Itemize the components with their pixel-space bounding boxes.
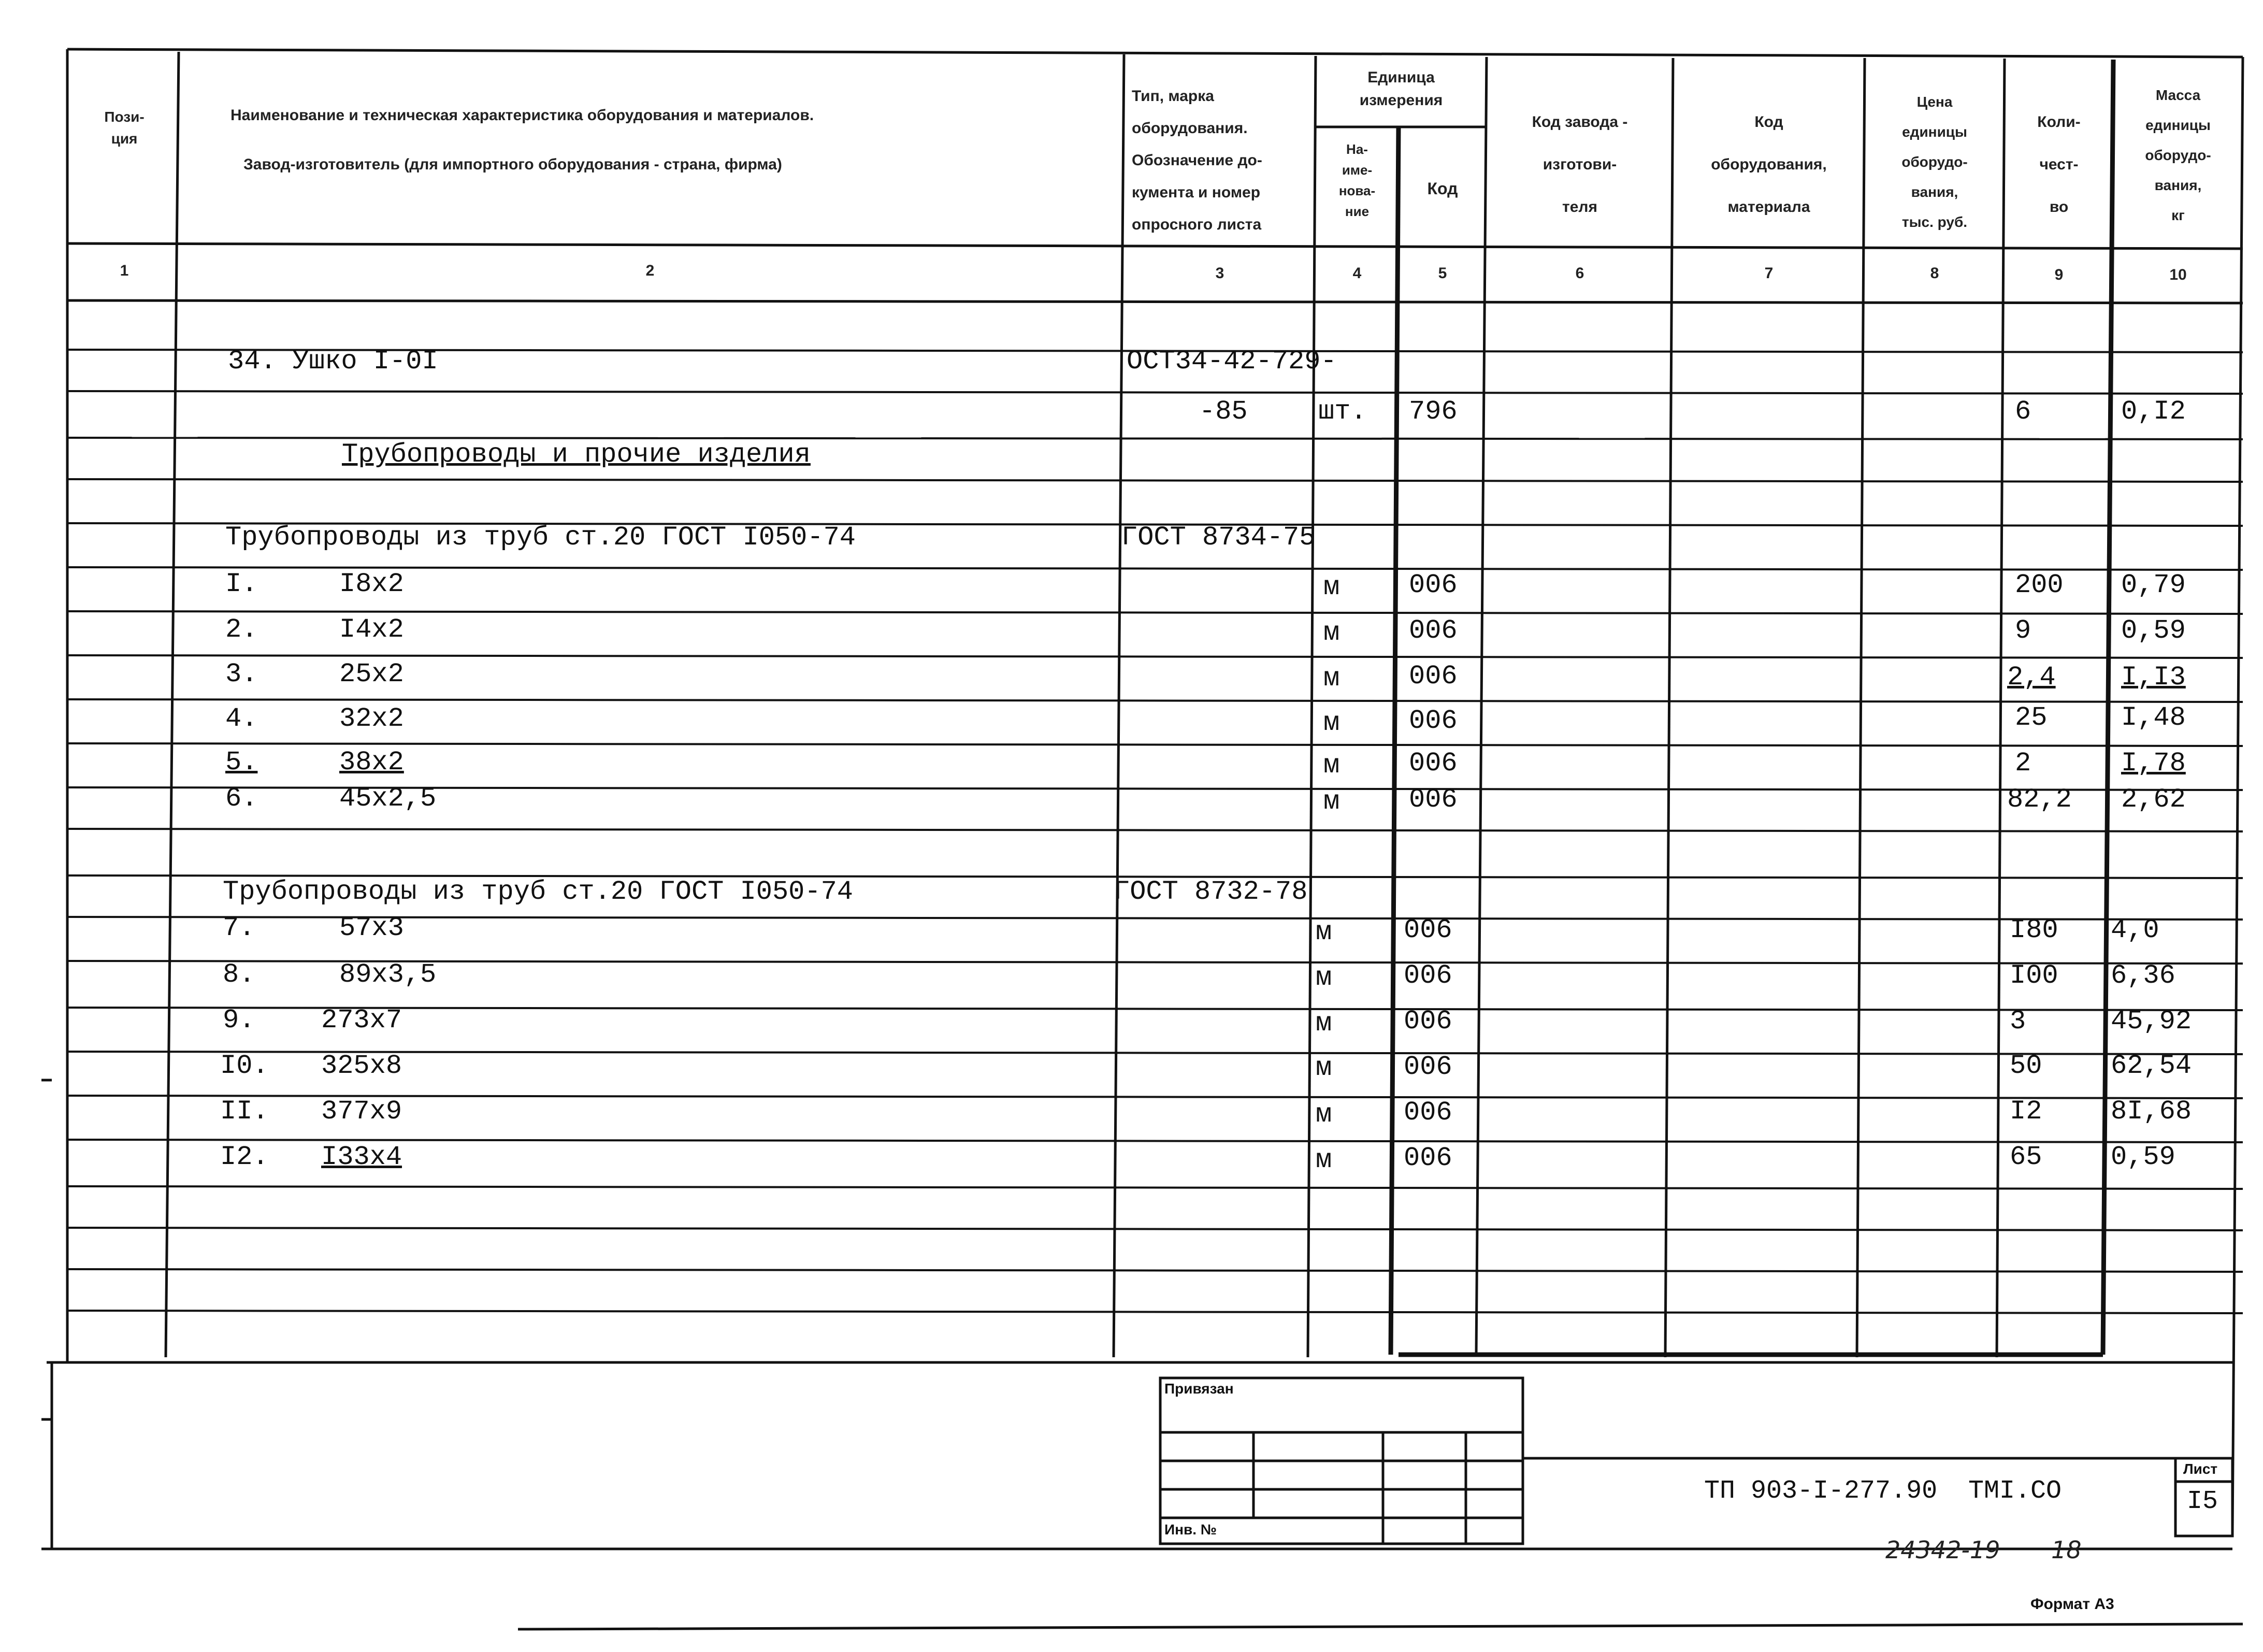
row-size: I8x2 [339, 569, 404, 599]
row-code: 006 [1409, 706, 1458, 736]
row-qty: 2,4 [2007, 662, 2056, 693]
sheet-label: Лист [2183, 1461, 2218, 1477]
row-pos: 7. [223, 913, 255, 943]
row-unit: м [1316, 1099, 1332, 1130]
row-unit: м [1323, 663, 1340, 694]
row-unit: м [1316, 963, 1332, 993]
header-equipment-code: Код оборудования, материала [1711, 113, 1827, 216]
row-qty: I2 [2010, 1096, 2042, 1127]
row-mass: 62,54 [2111, 1051, 2192, 1081]
header-name-line1: Наименование и техническая характеристика оборудования и материалов. [230, 107, 814, 124]
row-mass: 45,92 [2111, 1006, 2192, 1037]
row-unit: м [1316, 1145, 1332, 1175]
row-size: 273x7 [321, 1005, 402, 1036]
row-qty: 6 [2015, 396, 2031, 427]
row-qty: 50 [2010, 1051, 2042, 1081]
row-pos: 9. [223, 1005, 255, 1036]
row-size: 45x2,5 [339, 783, 437, 814]
row-mass: 8I,68 [2111, 1096, 2192, 1127]
row-unit: м [1316, 1008, 1332, 1039]
row-code: 006 [1409, 615, 1458, 646]
section-title: Трубопроводы и прочие изделия [342, 439, 811, 470]
row-pos: I2. [220, 1142, 269, 1172]
col-num-5: 5 [1438, 265, 1447, 282]
row-size: 57x3 [339, 913, 404, 943]
doc-mark: ТМI.СО [1968, 1476, 2062, 1506]
row-code: 006 [1404, 960, 1452, 991]
col-num-1: 1 [120, 262, 129, 279]
row-qty: I00 [2010, 960, 2058, 991]
row-pos: 6. [225, 783, 258, 814]
col-num-10: 10 [2169, 266, 2187, 283]
row-unit: м [1323, 786, 1340, 817]
row-size: 325x8 [321, 1051, 402, 1081]
row-mass: I,48 [2121, 702, 2186, 733]
col-num-8: 8 [1930, 265, 1939, 282]
row-unit: м [1323, 750, 1340, 781]
handwritten-number-2: 18 [2051, 1536, 2082, 1564]
header-position: Пози- ция [104, 109, 145, 147]
row-code: 006 [1404, 1052, 1452, 1082]
row-qty: 9 [2015, 615, 2031, 646]
row-mass: 0,59 [2121, 615, 2186, 646]
handwritten-number: 24342-19 [1885, 1536, 2000, 1564]
doc-code: ТП 903-I-277.90 [1704, 1476, 1938, 1506]
row-doc: -85 [1199, 396, 1248, 427]
row-mass: 6,36 [2111, 960, 2175, 991]
row-pos: I. [225, 569, 258, 599]
header-mass: Масса единицы оборудо- вания, кг [2145, 87, 2211, 223]
row-size: 89x3,5 [339, 959, 437, 990]
row-code: 006 [1409, 570, 1458, 600]
row-code: 006 [1409, 784, 1458, 815]
header-type: Тип, марка оборудования. Обозначение до- кумента и номер опросного листа [1132, 88, 1262, 233]
row-size: 377x9 [321, 1096, 402, 1127]
row-name: Трубопроводы из труб ст.20 ГОСТ I050-74 [225, 522, 856, 553]
row-mass: I,78 [2121, 748, 2186, 779]
row-code: 796 [1409, 396, 1458, 427]
row-pos: 2. [225, 614, 258, 645]
row-code: 006 [1409, 661, 1458, 692]
row-pos: I0. [220, 1051, 269, 1081]
format-label: Формат А3 [2030, 1596, 2114, 1613]
header-unit-name: На- име- нова- ние [1338, 141, 1376, 219]
row-size: I4x2 [339, 614, 404, 645]
row-code: 006 [1404, 915, 1452, 945]
col-num-6: 6 [1575, 265, 1584, 282]
row-size: 32x2 [339, 703, 404, 734]
row-unit: м [1323, 708, 1340, 738]
col-num-9: 9 [2054, 266, 2064, 283]
col-num-3: 3 [1215, 265, 1224, 282]
row-mass: 4,0 [2111, 915, 2159, 945]
row-size: 25x2 [339, 659, 404, 689]
row-mass: 2,62 [2121, 784, 2186, 815]
header-name-line2: Завод-изготовитель (для импортного оборудования - страна, фирма) [243, 156, 782, 173]
row-qty: 2 [2015, 748, 2031, 779]
header-unit-group-text: Единица измерения [1359, 69, 1443, 109]
row-pos: 4. [225, 703, 258, 734]
row-code: 006 [1404, 1006, 1452, 1037]
row-name: 34. Ушко I-0I [228, 346, 438, 377]
row-qty: 65 [2010, 1142, 2042, 1172]
row-qty: I80 [2010, 915, 2058, 945]
col-num-7: 7 [1764, 265, 1774, 282]
row-mass: 0,I2 [2121, 396, 2186, 427]
row-doc: ОСТ34-42-729- [1127, 346, 1337, 377]
row-unit: м [1316, 917, 1332, 947]
row-mass: 0,59 [2111, 1142, 2175, 1172]
row-pos: 8. [223, 959, 255, 990]
header-price: Цена единицы оборудо- вания, тыс. руб. [1901, 94, 1968, 230]
row-qty: 82,2 [2007, 784, 2072, 815]
row-qty: 3 [2010, 1006, 2026, 1037]
row-unit: м [1316, 1053, 1332, 1083]
row-name: Трубопроводы из труб ст.20 ГОСТ I050-74 [223, 877, 853, 907]
row-size: 38x2 [339, 747, 404, 778]
col-num-4: 4 [1352, 265, 1362, 282]
sheet-number: I5 [2187, 1487, 2218, 1516]
row-pos: II. [220, 1096, 269, 1127]
row-pos: 3. [225, 659, 258, 689]
row-qty: 200 [2015, 570, 2064, 600]
header-unit-code: Код [1427, 179, 1458, 198]
stamp-attached: Привязан [1164, 1381, 1234, 1397]
stamp-inv: Инв. № [1164, 1521, 1217, 1538]
row-qty: 25 [2015, 702, 2048, 733]
row-doc: ГОСТ 8732-78 [1114, 877, 1308, 907]
row-doc: ГОСТ 8734-75 [1121, 522, 1316, 553]
row-pos: 5. [225, 747, 258, 778]
col-num-2: 2 [645, 262, 655, 279]
row-unit: м [1323, 617, 1340, 648]
row-code: 006 [1404, 1143, 1452, 1173]
row-mass: 0,79 [2121, 570, 2186, 600]
row-code: 006 [1409, 748, 1458, 779]
row-size: I33x4 [321, 1142, 402, 1172]
row-mass: I,I3 [2121, 662, 2186, 693]
header-quantity: Коли- чест- во [2037, 113, 2081, 216]
row-unit: м [1323, 572, 1340, 602]
header-factory-code: Код завода - изготови- теля [1532, 113, 1628, 216]
row-unit: шт. [1318, 396, 1367, 427]
row-code: 006 [1404, 1097, 1452, 1128]
